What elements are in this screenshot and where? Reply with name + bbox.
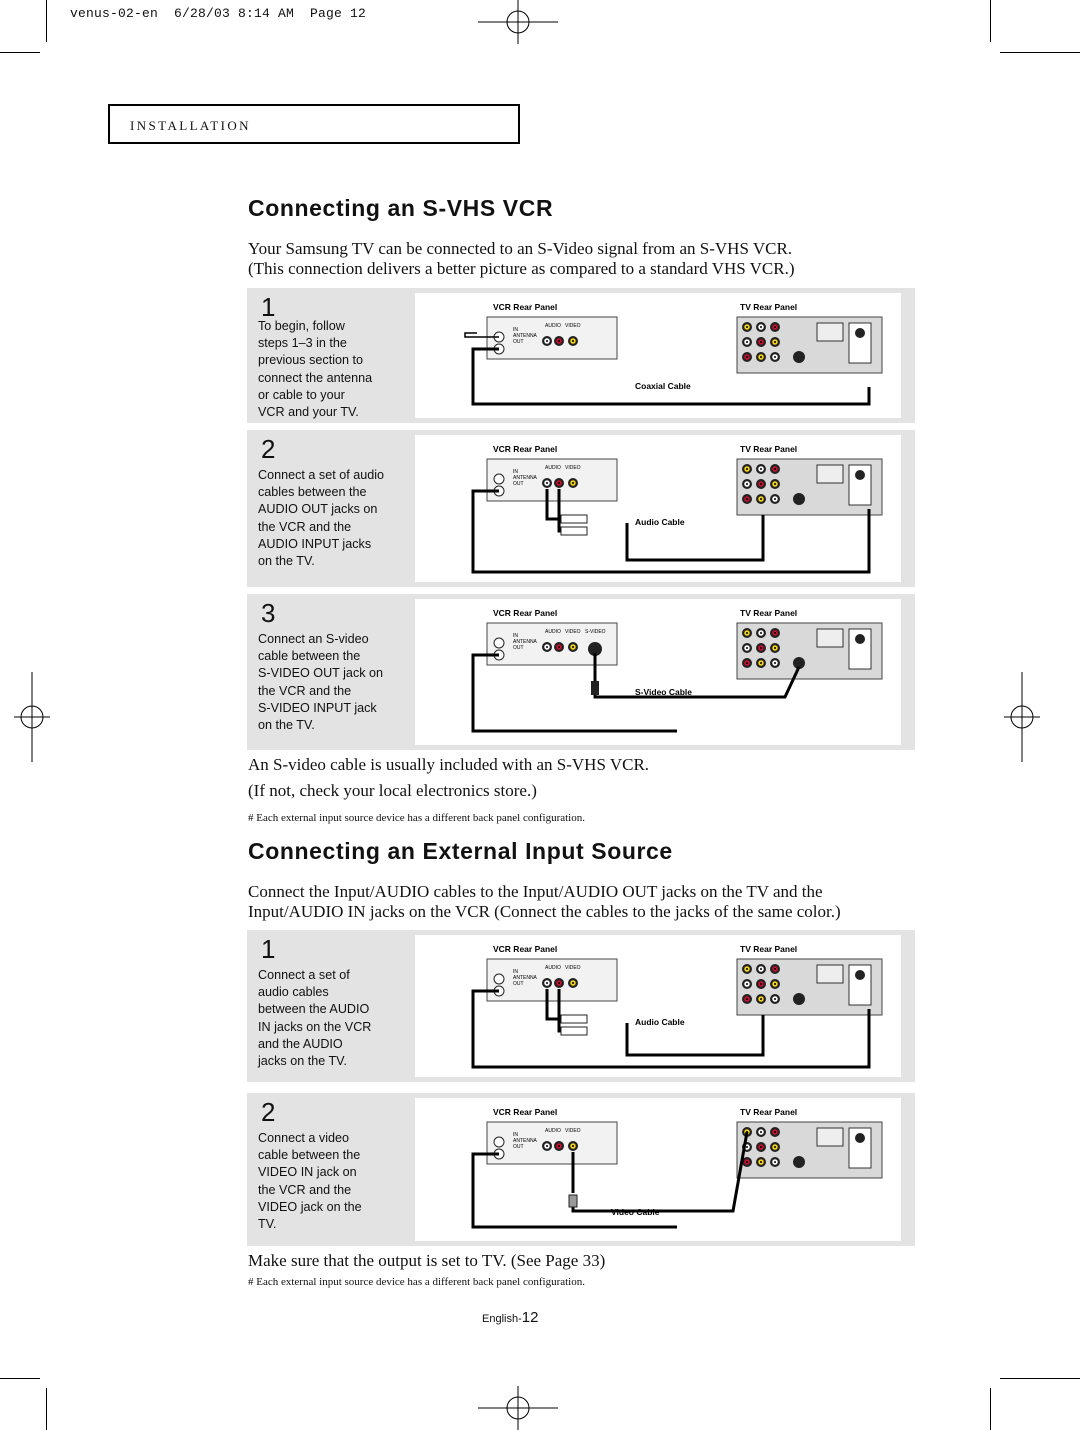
audio-plug-right xyxy=(561,527,587,535)
jack-pin xyxy=(760,1146,762,1148)
jack-pin xyxy=(558,1145,560,1147)
jack-pin xyxy=(774,468,776,470)
section1-intro-2: (This connection delivers a better picture as compared to a standard VHS VCR.) xyxy=(248,259,795,278)
tv-speaker-terminal xyxy=(817,323,843,341)
step-line: and the AUDIO xyxy=(258,1036,343,1051)
svideo-plug xyxy=(591,681,599,695)
jack-label-out: OUT xyxy=(513,481,524,487)
cable-label: S-Video Cable xyxy=(635,687,692,697)
tv-antenna-jack xyxy=(855,970,865,980)
step-instructions xyxy=(258,1130,408,1233)
step-line: AUDIO OUT jacks on xyxy=(258,502,378,517)
jack-label-in: IN xyxy=(513,327,518,333)
vcr-rear-panel-label: VCR Rear Panel xyxy=(493,302,558,312)
jack-pin xyxy=(760,468,762,470)
step-line: Connect an S-video xyxy=(258,632,369,646)
section2-title: Connecting an External Input Source xyxy=(248,838,673,864)
section1-intro-1: Your Samsung TV can be connected to an S-Video signal from an S-VHS VCR. xyxy=(248,239,793,258)
jack-label-in: IN xyxy=(513,969,518,975)
crop-mark xyxy=(46,1388,47,1430)
crop-mark xyxy=(990,0,991,42)
antenna-jack xyxy=(494,474,504,484)
jack-label-audio: AUDIO xyxy=(545,465,561,471)
jack-pin xyxy=(760,1131,762,1133)
antenna-jack xyxy=(494,1137,504,1147)
step-number: 1 xyxy=(261,292,276,322)
jack-pin xyxy=(558,482,560,484)
jack-label-antenna: ANTENNA xyxy=(513,639,537,645)
step-line: jacks on the TV. xyxy=(258,1054,347,1069)
step-line: cable between the xyxy=(258,649,361,664)
jack-pin xyxy=(572,482,574,484)
step-line: AUDIO INPUT jacks xyxy=(258,536,372,551)
connection-diagram xyxy=(415,935,901,1077)
step-line: the VCR and the xyxy=(258,683,352,698)
jack-pin xyxy=(746,968,748,970)
section2-intro-1: Connect the Input/AUDIO cables to the Input/AUDIO OUT jacks on the TV and the xyxy=(248,882,823,901)
crop-mark xyxy=(46,0,47,42)
tv-rear-panel-label: TV Rear Panel xyxy=(740,302,798,312)
step-line: Connect a set of xyxy=(258,968,350,982)
jack-label-out: OUT xyxy=(513,981,524,987)
jack-pin xyxy=(774,1146,776,1148)
jack-pin xyxy=(558,340,560,342)
cable-label: Audio Cable xyxy=(635,1017,685,1027)
step-line: on the TV. xyxy=(258,718,315,733)
jack-label-svideo: S-VIDEO xyxy=(585,629,606,635)
tv-svideo-jack xyxy=(793,1156,805,1168)
step-line: Connect a video xyxy=(258,1131,350,1145)
jack-pin xyxy=(558,982,560,984)
jack-pin xyxy=(546,646,548,648)
jack-pin xyxy=(760,341,762,343)
jack-pin xyxy=(760,356,762,358)
jack-label-audio: AUDIO xyxy=(545,323,561,329)
step-line: To begin, follow xyxy=(258,319,345,333)
jack-label-video: VIDEO xyxy=(565,629,581,635)
jack-pin xyxy=(746,647,748,649)
step-line: connect the antenna xyxy=(258,370,373,385)
jack-pin xyxy=(774,498,776,500)
tv-speaker-terminal xyxy=(817,1128,843,1146)
tv-antenna-jack xyxy=(855,634,865,644)
registration-mark-right xyxy=(1004,672,1040,762)
jack-label-audio: AUDIO xyxy=(545,965,561,971)
section1-title: Connecting an S-VHS VCR xyxy=(248,195,554,221)
crop-mark xyxy=(0,52,40,53)
step-panel xyxy=(247,1093,915,1246)
jack-pin xyxy=(774,662,776,664)
jack-pin xyxy=(774,1131,776,1133)
cable-label: Video Cable xyxy=(611,1207,660,1217)
jack-pin xyxy=(746,468,748,470)
step-line: TV. xyxy=(258,1217,277,1232)
jack-pin xyxy=(760,983,762,985)
jack-pin xyxy=(546,982,548,984)
step-instructions xyxy=(258,467,408,570)
jack-label-out: OUT xyxy=(513,339,524,345)
jack-pin xyxy=(546,1145,548,1147)
tv-rear-panel-label: TV Rear Panel xyxy=(740,1107,798,1117)
jack-pin xyxy=(746,498,748,500)
page-number: English-12 xyxy=(482,1309,539,1326)
antenna-jack xyxy=(494,638,504,648)
jack-pin xyxy=(760,968,762,970)
step-line: S-VIDEO INPUT jack xyxy=(258,700,377,715)
jack-label-antenna: ANTENNA xyxy=(513,1138,537,1144)
jack-pin xyxy=(746,983,748,985)
step-line: S-VIDEO OUT jack on xyxy=(258,666,384,681)
jack-label-antenna: ANTENNA xyxy=(513,475,537,481)
step-line: VIDEO IN jack on xyxy=(258,1165,357,1180)
tv-antenna-jack xyxy=(855,328,865,338)
jack-pin xyxy=(774,998,776,1000)
jack-pin xyxy=(774,1161,776,1163)
step-line: VCR and your TV. xyxy=(258,405,359,420)
jack-pin xyxy=(760,483,762,485)
jack-label-video: VIDEO xyxy=(565,965,581,971)
step-number: 2 xyxy=(261,434,276,464)
step-instructions xyxy=(258,967,408,1070)
jack-pin xyxy=(572,340,574,342)
jack-pin xyxy=(546,340,548,342)
jack-pin xyxy=(760,632,762,634)
audio-plug-right xyxy=(561,1027,587,1035)
jack-pin xyxy=(760,1161,762,1163)
tv-rear-panel-label: TV Rear Panel xyxy=(740,608,798,618)
jack-pin xyxy=(746,1161,748,1163)
step-number: 3 xyxy=(261,598,276,628)
vcr-rear-panel-label: VCR Rear Panel xyxy=(493,944,558,954)
jack-label-audio: AUDIO xyxy=(545,629,561,635)
jack-label-antenna: ANTENNA xyxy=(513,333,537,339)
jack-pin xyxy=(760,326,762,328)
jack-pin xyxy=(774,326,776,328)
step-instructions xyxy=(258,318,408,421)
tv-svideo-jack xyxy=(793,351,805,363)
jack-label-video: VIDEO xyxy=(565,323,581,329)
step-line: IN jacks on the VCR xyxy=(258,1019,372,1034)
vcr-rear-panel-label: VCR Rear Panel xyxy=(493,1107,558,1117)
section1-after-1: An S-video cable is usually included with an S-VHS VCR. xyxy=(248,755,650,774)
cable-label: Coaxial Cable xyxy=(635,381,691,391)
tv-svideo-jack xyxy=(793,493,805,505)
step-panel xyxy=(247,930,915,1082)
jack-pin xyxy=(760,647,762,649)
jack-pin xyxy=(546,482,548,484)
step-line: or cable to your xyxy=(258,387,345,402)
jack-pin xyxy=(774,647,776,649)
tv-antenna-jack xyxy=(855,1133,865,1143)
jack-pin xyxy=(774,483,776,485)
step-line: steps 1–3 in the xyxy=(258,336,347,351)
tv-speaker-terminal xyxy=(817,465,843,483)
jack-label-antenna: ANTENNA xyxy=(513,975,537,981)
audio-plug-left xyxy=(561,515,587,523)
tv-speaker-terminal xyxy=(817,965,843,983)
jack-pin xyxy=(572,646,574,648)
step-line: on the TV. xyxy=(258,554,315,569)
section2-footnote: # Each external input source device has a different back panel configuration. xyxy=(248,1276,585,1288)
jack-label-in: IN xyxy=(513,1132,518,1138)
antenna-jack xyxy=(494,974,504,984)
jack-pin xyxy=(572,982,574,984)
step-line: the VCR and the xyxy=(258,519,352,534)
jack-label-video: VIDEO xyxy=(565,465,581,471)
jack-pin xyxy=(558,646,560,648)
jack-pin xyxy=(774,356,776,358)
jack-pin xyxy=(746,1146,748,1148)
tv-rear-panel-label: TV Rear Panel xyxy=(740,444,798,454)
step-line: cables between the xyxy=(258,485,367,500)
cable-label: Audio Cable xyxy=(635,517,685,527)
connection-diagram xyxy=(415,1098,901,1241)
jack-label-out: OUT xyxy=(513,645,524,651)
connection-diagram xyxy=(415,599,901,745)
jack-label-in: IN xyxy=(513,469,518,475)
section2-after-1: Make sure that the output is set to TV. (See Page 33) xyxy=(248,1251,606,1270)
jack-pin xyxy=(774,341,776,343)
jack-pin xyxy=(746,662,748,664)
step-panel xyxy=(247,430,915,587)
step-number: 1 xyxy=(261,934,276,964)
vcr-rear-panel-label: VCR Rear Panel xyxy=(493,444,558,454)
jack-label-in: IN xyxy=(513,633,518,639)
jack-label-out: OUT xyxy=(513,1144,524,1150)
jack-pin xyxy=(746,326,748,328)
jack-pin xyxy=(760,498,762,500)
jack-pin xyxy=(746,998,748,1000)
crop-mark xyxy=(1000,52,1080,53)
audio-plug-left xyxy=(561,1015,587,1023)
step-panel xyxy=(247,288,915,423)
video-plug xyxy=(569,1195,577,1207)
jack-pin xyxy=(746,341,748,343)
connection-diagram xyxy=(415,435,901,582)
crop-mark xyxy=(0,1378,40,1379)
jack-pin xyxy=(746,632,748,634)
tv-antenna-jack xyxy=(855,470,865,480)
step-line: previous section to xyxy=(258,353,364,368)
tv-speaker-terminal xyxy=(817,629,843,647)
jack-label-audio: AUDIO xyxy=(545,1128,561,1134)
step-instructions xyxy=(258,631,408,734)
jack-pin xyxy=(746,483,748,485)
crop-mark xyxy=(1000,1378,1080,1379)
step-line: cable between the xyxy=(258,1148,361,1163)
step-line: VIDEO jack on the xyxy=(258,1199,362,1214)
jack-pin xyxy=(774,632,776,634)
step-line: between the AUDIO xyxy=(258,1002,370,1017)
jack-pin xyxy=(760,662,762,664)
section2-intro-2: Input/AUDIO IN jacks on the VCR (Connect the cables to the jacks of the same color.) xyxy=(248,902,841,921)
step-line: Connect a set of audio xyxy=(258,468,385,482)
tv-svideo-jack xyxy=(793,993,805,1005)
section1-after-2: (If not, check your local electronics store.) xyxy=(248,781,537,800)
tv-rear-panel-label: TV Rear Panel xyxy=(740,944,798,954)
jack-pin xyxy=(746,356,748,358)
registration-mark-bottom xyxy=(478,1386,558,1430)
jack-pin xyxy=(774,968,776,970)
jack-pin xyxy=(572,1145,574,1147)
connection-diagram xyxy=(415,293,901,418)
print-slug: venus-02-en 6/28/03 8:14 AM Page 12 xyxy=(70,6,367,21)
section1-footnote: # Each external input source device has a different back panel configuration. xyxy=(248,812,585,824)
section-label: INSTALLATION xyxy=(130,118,251,133)
jack-pin xyxy=(760,998,762,1000)
jack-pin xyxy=(774,983,776,985)
jack-label-video: VIDEO xyxy=(565,1128,581,1134)
step-panel xyxy=(247,594,915,750)
vcr-rear-panel-label: VCR Rear Panel xyxy=(493,608,558,618)
crop-mark xyxy=(990,1388,991,1430)
step-line: the VCR and the xyxy=(258,1182,352,1197)
registration-mark-top xyxy=(478,0,558,44)
step-number: 2 xyxy=(261,1097,276,1127)
step-line: audio cables xyxy=(258,985,329,1000)
registration-mark-left xyxy=(14,672,50,762)
